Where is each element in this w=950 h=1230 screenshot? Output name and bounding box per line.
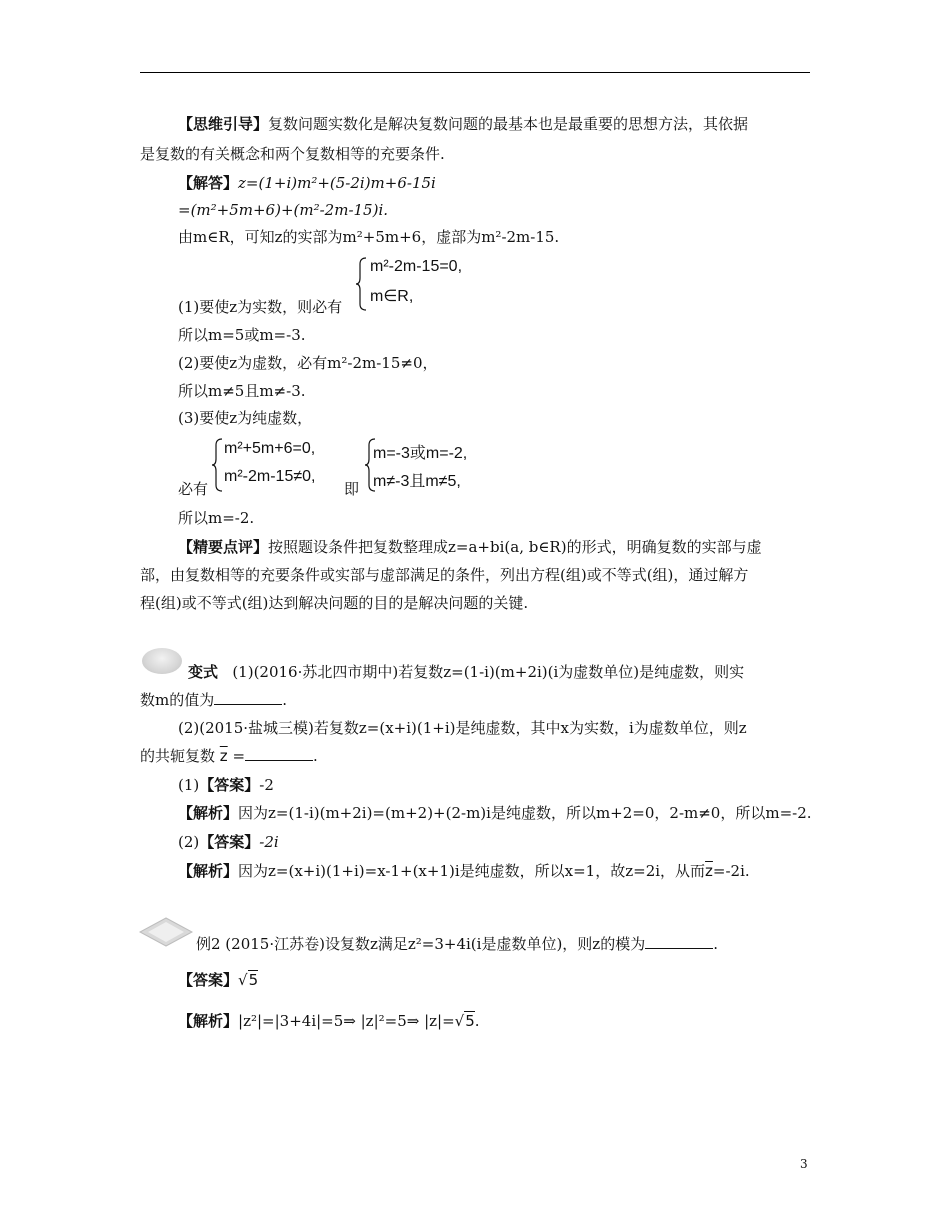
analysis-label: 【解析】 — [178, 804, 239, 822]
case2-result: 所以m≠5且m≠-3. — [178, 382, 306, 400]
guide-line-1 — [178, 114, 748, 134]
example2-analysis-root: 5 — [465, 1012, 475, 1030]
case3-eq-3: m=-3或m=-2, — [373, 445, 468, 462]
case3-eq-4: m≠-3且m≠5, — [373, 473, 461, 490]
variant-a2-value: -2i — [259, 833, 279, 851]
review-text-3: 程(组)或不等式(组)达到解决问题的目的是解决问题的关键. — [140, 594, 529, 612]
example2-analysis-end: . — [474, 1012, 480, 1030]
variant-a1-line — [178, 775, 274, 795]
solution-label: 【解答】 — [178, 174, 239, 192]
analysis-label: 【解析】 — [178, 862, 239, 880]
answer-blank — [245, 746, 313, 761]
review-label: 【精要点评】 — [178, 538, 269, 556]
variant-a1-prefix: (1) — [178, 776, 200, 794]
variant-a2-tail: =-2i. — [712, 862, 750, 880]
answer-label: 【答案】 — [199, 833, 260, 851]
review-line-1 — [178, 537, 762, 557]
sqrt-symbol: √5 — [454, 1012, 475, 1030]
header-rule — [140, 72, 810, 73]
case2-text: (2)要使z为虚数，必有m²-2m-15≠0， — [178, 354, 438, 372]
guide-label: 【思维引导】 — [178, 115, 269, 133]
example2-answer-line — [178, 970, 258, 990]
answer-label: 【答案】 — [199, 776, 260, 794]
example2-text: 例2 (2015·江苏卷)设复数z满足z²=3+4i(i是虚数单位)，则z的模为 — [196, 935, 646, 953]
case3-text: (3)要使z为纯虚数， — [178, 409, 313, 427]
variant-a2-line — [178, 832, 279, 852]
case3-system-2 — [365, 437, 515, 493]
case3-eq-2: m²-2m-15≠0, — [224, 468, 316, 485]
variant-a1-analysis-line — [178, 803, 812, 823]
example2-analysis-text: |z²|=|3+4i|=5⇒ |z|²=5⇒ |z|= — [238, 1012, 455, 1030]
solution-expr-2: =(m²+5m+6)+(m²-2m-15)i. — [178, 201, 389, 219]
variant-q2-text-2: 的共轭复数 — [140, 747, 216, 765]
variant-badge-icon — [142, 648, 182, 674]
solution-expr-3: 由m∈R，可知z的实部为m²+5m+6，虚部为m²-2m-15. — [178, 228, 560, 246]
guide-text-2: 是复数的有关概念和两个复数相等的充要条件. — [140, 145, 445, 163]
variant-label: 变式 — [188, 663, 219, 681]
case1-result: 所以m=5或m=-3. — [178, 326, 306, 344]
variant-q1-text-2: 数m的值为 — [140, 691, 215, 709]
variant-q2-eq: = — [232, 747, 246, 765]
example2-answer-value: 5 — [248, 971, 259, 989]
brace-icon — [356, 256, 368, 312]
solution-line-1 — [178, 173, 436, 193]
variant-q1-text: (1)(2016·苏北四市期中)若复数z=(1-i)(m+2i)(i为虚数单位)是纯虚数，则实 — [232, 663, 745, 681]
variant-a2-prefix: (2) — [178, 833, 200, 851]
page-number: 3 — [800, 1157, 808, 1171]
variant-q2-line-2: 的共轭复数 $\overline{z}$ = . — [140, 747, 318, 765]
variant-a1-value: -2 — [259, 776, 274, 794]
variant-a1-analysis: 因为z=(1-i)(m+2i)=(m+2)+(2-m)i是纯虚数，所以m+2=0，2-m≠0，所以m=-2. — [238, 804, 812, 822]
example2-line: 例2 (2015·江苏卷)设复数z满足z²=3+4i(i是虚数单位)，则z的模为 . — [196, 935, 718, 953]
conjugate-symbol: $\overline{z}$ — [219, 747, 228, 765]
case3-mid: 即 — [344, 480, 360, 498]
case3-system-1 — [212, 437, 362, 493]
case3-result: 所以m=-2. — [178, 509, 255, 527]
review-text-1: 按照题设条件把复数整理成z=a+bi(a, b∈R)的形式，明确复数的实部与虚 — [268, 538, 762, 556]
analysis-label: 【解析】 — [178, 1012, 239, 1030]
case1-eq-2: m∈R, — [370, 288, 414, 305]
variant-q2-text: (2)(2015·盐城三模)若复数z=(x+i)(1+i)是纯虚数，其中x为实数，i为虚数单位，则z — [178, 719, 747, 737]
variant-a2-analysis: 因为z=(x+i)(1+i)=x-1+(x+1)i是纯虚数，所以x=1，故z=2i，从而 — [238, 862, 706, 880]
example2-analysis-line — [178, 1011, 480, 1031]
sqrt-symbol: √5 — [238, 971, 259, 989]
case1-eq-1: m²-2m-15=0, — [370, 258, 463, 275]
conjugate-symbol: $\overline{z}$ — [705, 862, 713, 880]
variant-q1-line-2: 数m的值为 . — [140, 691, 288, 709]
guide-text-1: 复数问题实数化是解决复数问题的最基本也是最重要的思想方法，其依据 — [268, 115, 749, 133]
case1-system — [356, 256, 556, 312]
example-badge-icon — [138, 917, 194, 947]
variant-a2-analysis-line — [178, 861, 750, 881]
answer-label: 【答案】 — [178, 971, 239, 989]
brace-icon — [212, 437, 224, 493]
review-text-2: 部，由复数相等的充要条件或实部与虚部满足的条件，列出方程(组)或不等式(组)，通过解方 — [140, 566, 749, 584]
case1-prefix: (1)要使z为实数，则必有 — [178, 298, 343, 316]
variant-q1-line — [188, 662, 744, 682]
solution-expr-1: z=(1+i)m²+(5-2i)m+6-15i — [238, 174, 436, 192]
answer-blank — [214, 690, 282, 705]
answer-blank — [645, 934, 713, 949]
case3-prefix: 必有 — [178, 480, 209, 498]
case3-eq-1: m²+5m+6=0, — [224, 440, 316, 457]
